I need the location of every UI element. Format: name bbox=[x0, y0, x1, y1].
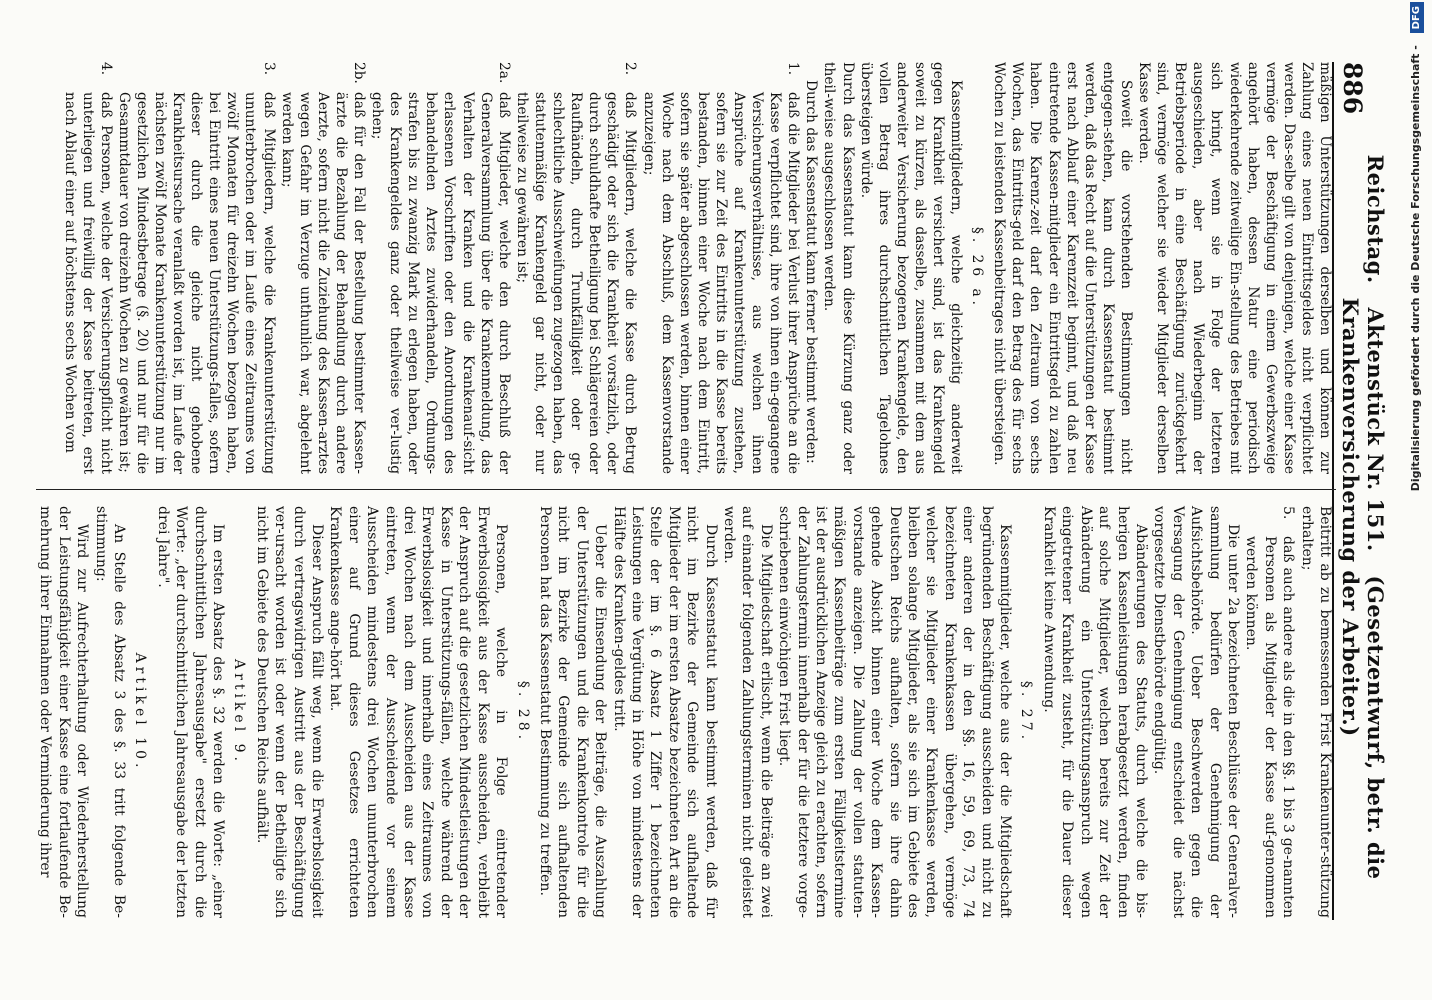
numbered-clause bbox=[513, 62, 640, 474]
paragraph: Im ersten Absatz des §. 32 werden die Worte: „einer durchschnittlichen Jahresausgabe" ersetzt durch die Worte: „der durchschnittlichen Jahresausgabe der letzten drei Jahre". bbox=[154, 506, 227, 918]
digitization-credit-text: Digitalisierung gefördert durch die Deutsche Forschungsgemeinschaft - bbox=[1409, 45, 1422, 492]
digitization-credit-strip bbox=[1400, 0, 1426, 1000]
numbered-clause bbox=[1242, 506, 1297, 918]
paragraph: Ueber die Einsendung der Beiträge, die Auszahlung der Unterstützungen und die Krankenkontrole für die nicht im Bezirke der Gemeinde sich aufhaltenden Personen hat das Kassenstatut Bestimmung zu treffen. bbox=[536, 506, 609, 918]
column-divider bbox=[36, 489, 1336, 490]
clause-text: daß Mitgliedern, welche die Kasse durch Betrug geschädigt oder sich die Krankheit vorsätzlich, oder durch schuldhafte Betheiligung bei Schlägereien oder Raufhändeln, durch Trunkfälligkeit oder ge-schlechtliche Ausschweifungen zugezogen haben, das statutenmäßige Krankengeld gar nicht, oder nur theilweise zu gewähren ist; bbox=[513, 92, 639, 474]
paragraph: Beitritt ab zu bemessenden Frist Krankenunter-stützung erhalten; bbox=[1298, 506, 1333, 918]
digitization-credit bbox=[1406, 2, 1426, 996]
dfg-logo: DFG bbox=[1410, 2, 1424, 33]
clause-text: daß die Mitglieder bei Verlust ihrer Ansprüche an die Kasse verpflichtet sind, ihre von ihnen ein-gegangene Versicherungsverhältnisse, aus welchen ihnen Ansprüche auf Krankenunterstützung zustehen, sofern sie zur Zeit des Eintritts in die Kasse bereits bestanden, binnen einer Woche nach dem Eintritt, sofern sie später abgeschlossen werden, binnen einer Woche nach dem Abschluß, dem Kassenvorstande anzuzeigen; bbox=[640, 92, 802, 474]
page-header bbox=[1332, 62, 1388, 920]
paragraph: Soweit die vorstehenden Bestimmungen nicht entgegen-stehen, kann durch Kassenstatut bestimmt werden, daß das Recht auf die Unterstützungen der Kasse erst nach Ablauf einer Karenzzeit beginnt, und daß neu eintretende Kassen-mitglieder ein Eintrittsgeld zu zahlen haben. Die Karenz-zeit darf den Zeitraum von sechs Wochen, das Eintritts-geld darf den Betrag des für sechs Wochen zu leistenden Kassenbeitrages nicht übersteigen. bbox=[991, 62, 1134, 474]
clause-text: daß Mitgliedern, welche die Krankenunterstützung ununterbrochen oder im Laufe eines Zeitraumes von zwölf Monaten für dreizehn Wochen bezogen haben, bei Eintritt eines neuen Unterstützungs-falles, sofern dieser durch die gleiche nicht gehobene Krankheitsursache veranlaßt worden ist, im Laufe der nächsten zwölf Monate Krankenunterstützung nur im gesetzlichen Mindestbetrage (§. 20) und nur für die Gesammtdauer von dreizehn Wochen zu gewähren ist; bbox=[115, 92, 277, 474]
paragraph: Abänderungen des Statuts, durch welche die bis-herigen Kassenleistungen herabgesetzt werden, finden auf solche Mitglieder, welchen bereits zur Zeit der Abänderung ein Unterstützungsanspruch wegen eingetretener Krankheit zusteht, für die Dauer dieser Krankheit keine Anwendung. bbox=[1040, 506, 1149, 918]
section-heading: Artikel 10. bbox=[132, 652, 149, 772]
header-right-title: (Gesetzentwurf, betr. die Krankenversicherung der Arbeiter.) bbox=[1338, 297, 1388, 880]
paragraph: Durch das Kassenstatut kann diese Kürzung ganz oder theil-weise ausgeschlossen werden. bbox=[821, 62, 856, 474]
clause-text: daß Personen, welche der Versicherungspflicht nicht unterliegen und freiwillig der Kasse beitreten, erst nach Ablauf einer auf höchstens sechs Wochen vom bbox=[61, 92, 114, 474]
clause-text: daß Mitglieder, welche den durch Beschluß der Generalversammlung über die Krankenmeldung, das Verhalten der Kranken und die Krankenauf-sicht erlassenen Vorschriften oder den Anordnungen des behandelnden Arztes zuwiderhandeln, Ordnungs-strafen bis zu zwanzig Mark zu erlegen haben, oder des Krankengeldes ganz oder theilweise ver-lustig gehen; bbox=[369, 92, 512, 474]
numbered-clause bbox=[115, 62, 278, 474]
section-heading: §. 26 a. bbox=[969, 226, 986, 310]
paragraph: mäßigen Unterstützungen derselben und können zur Zahlung eines neuen Eintrittsgeldes nicht verpflichtet werden. Das-selbe gilt von denjenigen, welche einer Kasse vermöge der Beschäftigung in einem Gewerbszweige angehört haben, dessen Natur eine periodisch wiederkehrende zeitweilige Ein-stellung des Betriebes mit sich bringt, wenn sie in Folge der letzteren ausgeschieden, aber nach Wiederbeginn der Betriebsperiode in eine Beschäftigung zurückgekehrt sind, vermöge welcher sie wieder Mitglieder derselben Kasse werden. bbox=[1136, 62, 1333, 474]
clause-number: 2b. bbox=[351, 62, 368, 84]
clause-number: 2a. bbox=[495, 62, 512, 84]
section-heading: Artikel 9. bbox=[231, 659, 248, 765]
paragraph: Die unter 2a bezeichneten Beschlüsse der Generalver-sammlung bedürfen der Genehmigung der Aufsichtsbehörde. Ueber Beschwerden gegen die Versagung der Genehmigung entscheidet die nächst vorgesetzte Dienstbehörde endgültig. bbox=[1151, 506, 1241, 918]
right-column bbox=[36, 506, 1334, 918]
paragraph: An Stelle des Absatz 3 des §. 33 tritt folgende Be-stimmung: bbox=[92, 506, 127, 918]
clause-number: 2. bbox=[622, 62, 639, 76]
clause-number: 4. bbox=[97, 62, 114, 76]
header-document-number: Aktenstück Nr. 151. bbox=[1363, 307, 1388, 552]
page-number: 886 bbox=[1338, 62, 1367, 115]
numbered-clause bbox=[278, 62, 368, 474]
clause-number: 3. bbox=[260, 62, 277, 76]
paragraph: Dieser Anspruch fällt weg, wenn die Erwerbslosigkeit durch vertragswidrigen Austritt aus der Beschäftigung ver-ursacht worden ist oder wenn der Betheiligte sich nicht im Gebiete des Deutschen Reichs aufhält. bbox=[253, 506, 326, 918]
clause-text: daß für den Fall der Bestellung bestimmter Kassen-ärzte die Bezahlung der Behandlung durch andere Aerzte, sofern nicht die Zuziehung des Kassen-arztes wegen Gefahr im Verzuge unthunlich war, abgelehnt werden kann; bbox=[278, 92, 368, 474]
header-center bbox=[1338, 114, 1388, 920]
paragraph: Die Mitgliedschaft erlischt, wenn die Beiträge an zwei auf einander folgenden Zahlungsterminen nicht geleistet werden. bbox=[721, 506, 774, 918]
clause-number: 1. bbox=[785, 62, 802, 76]
section-heading: §. 28. bbox=[514, 680, 531, 744]
numbered-clause bbox=[639, 62, 802, 474]
clause-number: 5. bbox=[1280, 506, 1297, 520]
paragraph: Kassenmitglieder, welche aus der die Mitgliedschaft begründenden Beschäftigung ausscheiden und nicht zu einer anderen der in den §§. 16, 59, 69, 73, 74 bezeichneten Krankenkassen übergehen, vermöge welcher sie Mitglieder einer Krankenkasse werden, bleiben solange Mitglieder, als sie sich im Gebiete des Deutschen Reichs aufhalten, sofern sie ihre dahin gehende Absicht binnen einer Woche dem Kassen-vorstande anzeigen. Die Zahlung der vollen statuten-mäßigen Kassenbeiträge zum ersten Fälligkeitstermine ist der ausdrücklichen Anzeige gleich zu erachten, sofern der Zahlungstermin innerhalb der für die letztere vorge-schriebenen einwöchigen Frist liegt. bbox=[776, 506, 1014, 918]
clause-text: daß auch andere als die in den §§. 1 bis 3 ge-nannten Personen als Mitglieder der Kasse auf-genommen werden können. bbox=[1243, 536, 1297, 918]
numbered-clause bbox=[60, 62, 114, 474]
header-left-title: Reichstag. bbox=[1363, 154, 1388, 284]
numbered-clause bbox=[368, 62, 513, 474]
section-heading: §. 27. bbox=[1018, 680, 1035, 744]
paragraph: Durch Kassenstatut kann bestimmt werden, daß für nicht im Bezirke der Gemeinde sich aufhaltende Mitglieder der im ersten Absatze bezeichneten Art an die Stelle der im §. 6 Absatz 1 Ziffer 1 bezeichneten Leistungen eine Vergütung in Höhe von mindestens der Hälfte des Kranken-geldes tritt. bbox=[610, 506, 719, 918]
left-column bbox=[60, 62, 1334, 474]
paragraph: Kassenmitgliedern, welche gleichzeitig anderweit gegen Krankheit versichert sind, ist das Krankengeld soweit zu kürzen, als dasselbe, zusammen mit dem aus anderweiter Versicherung bezogenen Krankengelde, den vollen Betrag ihres durchschnittlichen Tagelohnes übersteigen würde. bbox=[857, 62, 965, 474]
paragraph: Durch das Kassenstatut kann ferner bestimmt werden: bbox=[803, 80, 820, 464]
paragraph: Personen, welche in Folge eintretender Erwerbslosigkeit aus der Kasse ausscheiden, verbleibt der Anspruch auf die gesetzlichen Mindestleistungen der Kasse in Unterstützungs-fällen, welche während der Erwerbslosigkeit und innerhalb eines Zeitraumes von drei Wochen nach dem Ausscheiden aus der Kasse eintreten, wenn der Ausscheidende vor seinem Ausscheiden mindestens drei Wochen ununterbrochen einer auf Grund dieses Gesetzes errichteten Krankenkasse ange-hört hat. bbox=[327, 506, 510, 918]
paragraph: Wird zur Aufrechterhaltung oder Wiederherstellung der Leistungsfähigkeit einer Kasse eine fortlaufende Be-mehrung ihrer Einnahmen oder Verminderung ihrer bbox=[37, 506, 91, 918]
